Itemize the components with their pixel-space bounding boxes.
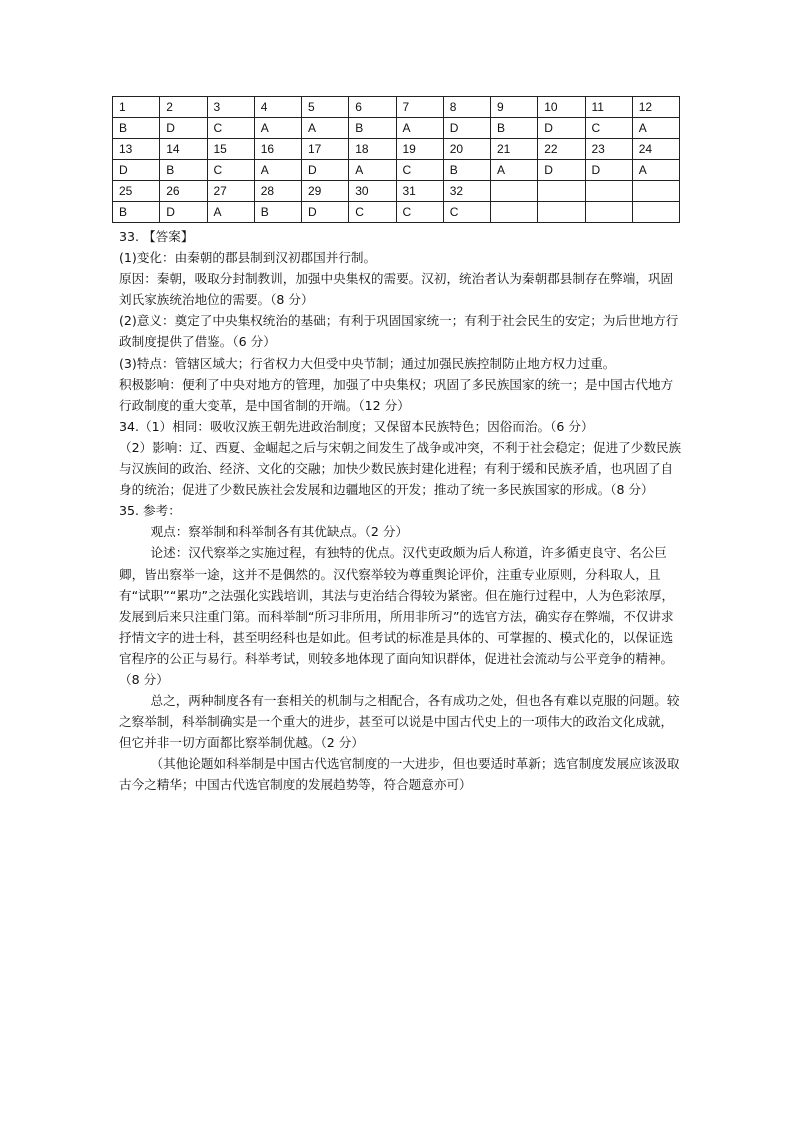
answer-cell <box>538 202 585 223</box>
question-number-cell: 29 <box>302 181 349 202</box>
answer-cell: D <box>160 118 207 139</box>
answer-row <box>113 202 680 223</box>
question-number-cell: 31 <box>396 181 443 202</box>
q35-viewpoint: 观点：察举制和科举制各有其优缺点。（2 分） <box>150 524 409 540</box>
question-number-cell: 18 <box>349 139 396 160</box>
answer-row <box>113 118 680 139</box>
answer-cell: D <box>585 160 632 181</box>
question-number-cell: 10 <box>538 97 585 118</box>
question-number-cell: 28 <box>254 181 301 202</box>
answer-cell: A <box>207 202 254 223</box>
answer-cell: A <box>632 118 679 139</box>
question-number-cell: 15 <box>207 139 254 160</box>
question-number-cell: 22 <box>538 139 585 160</box>
question-number-cell: 27 <box>207 181 254 202</box>
question-number-cell: 13 <box>113 139 160 160</box>
question-number-cell <box>491 181 538 202</box>
question-number-cell: 6 <box>349 97 396 118</box>
q34-part1: 34.（1）相同：吸收汉族王朝先进政治制度；又保留本民族特色；因俗而治。（6 分） <box>119 418 594 434</box>
answer-cell <box>632 202 679 223</box>
answer-cell: A <box>396 118 443 139</box>
answer-cell: A <box>254 160 301 181</box>
question-number-cell: 21 <box>491 139 538 160</box>
answer-cell: D <box>113 160 160 181</box>
question-number-cell: 24 <box>632 139 679 160</box>
question-number-cell: 16 <box>254 139 301 160</box>
question-number-cell <box>585 181 632 202</box>
question-number-cell: 3 <box>207 97 254 118</box>
answer-cell: C <box>207 118 254 139</box>
answer-cell <box>491 202 538 223</box>
answer-cell: C <box>396 202 443 223</box>
answer-cell: A <box>302 118 349 139</box>
answer-cell: B <box>113 118 160 139</box>
question-number-cell: 26 <box>160 181 207 202</box>
question-number-cell: 12 <box>632 97 679 118</box>
answer-cell: D <box>160 202 207 223</box>
question-number-cell: 9 <box>491 97 538 118</box>
question-number-cell: 1 <box>113 97 160 118</box>
answer-cell: A <box>632 160 679 181</box>
question-number-cell: 23 <box>585 139 632 160</box>
answer-cell: C <box>585 118 632 139</box>
answer-cell: C <box>443 202 490 223</box>
answer-cell: A <box>349 160 396 181</box>
q34-part2: （2）影响：辽、西夏、金崛起之后与宋朝之间发生了战争或冲突，不利于社会稳定；促进了少数民族与汉族间的政治、经济、文化的交融；加快少数民族封建化进程；有利于缓和民族矛盾，也巩固了自身的统治；促进了少数民族社会发展和边疆地区的开发；推动了统一多民族国家的形成。（8 分） <box>119 439 682 498</box>
answer-content <box>119 226 685 796</box>
answer-cell: C <box>349 202 396 223</box>
answer-cell: D <box>443 118 490 139</box>
answer-cell: D <box>302 160 349 181</box>
question-number-cell: 7 <box>396 97 443 118</box>
answer-cell: B <box>160 160 207 181</box>
answer-cell: B <box>349 118 396 139</box>
q33-part1-change: (1)变化：由秦朝的郡县制到汉初郡国并行制。 <box>119 250 377 266</box>
question-number-cell: 25 <box>113 181 160 202</box>
question-number-cell: 2 <box>160 97 207 118</box>
question-number-cell: 30 <box>349 181 396 202</box>
question-number-cell <box>632 181 679 202</box>
answer-cell: B <box>443 160 490 181</box>
answer-cell: B <box>491 118 538 139</box>
q33-heading: 33. 【答案】 <box>119 229 194 244</box>
question-number-cell: 17 <box>302 139 349 160</box>
answer-cell: C <box>207 160 254 181</box>
q35-conclusion: 总之，两种制度各有一套相关的机制与之相配合，各有成功之处，但也各有难以克服的问题。较之察举制，科举制确实是一个重大的进步，甚至可以说是中国古代史上的一项伟大的政治文化成就，但它并非一切方面都比察举制优越。（2 分） <box>119 693 680 751</box>
question-number-cell <box>538 181 585 202</box>
question-number-row <box>113 139 680 160</box>
q35-argument: 论述：汉代察举之实施过程，有独特的优点。汉代吏政颇为后人称道，许多循吏良守、名公巨卿，皆出察举一途，这并不是偶然的。汉代察举较为尊重舆论评价，注重专业原则，分科取人，且有“试职”“累功”之法强化实践培训，其法与吏治结合得较为紧密。但在施行过程中，人为色彩浓厚，发展到后来只注重门第。而科举制“所习非所用，所用非所习”的选官方法，确实存在弊端，不仅讲求抒情文字的进士科，甚至明经科也是如此。但考试的标准是具体的、可掌握的、模式化的，以保证选官程序的公正与易行。科举考试，则较多地体现了面向知识群体，促进社会流动与公平竞争的精神。（8 分） <box>119 545 675 687</box>
q33-part3-features: (3)特点：管辖区域大；行省权力大但受中央节制；通过加强民族控制防止地方权力过重。 <box>119 355 616 371</box>
answer-cell: A <box>491 160 538 181</box>
answer-cell: A <box>254 118 301 139</box>
answer-cell: B <box>113 202 160 223</box>
question-number-row <box>113 97 680 118</box>
question-number-cell: 19 <box>396 139 443 160</box>
question-number-cell: 20 <box>443 139 490 160</box>
answer-table <box>112 96 680 223</box>
q33-part3-impact: 积极影响：便利了中央对地方的管理，加强了中央集权；巩固了多民族国家的统一；是中国古代地方行政制度的重大变革，是中国省制的开端。（12 分） <box>119 376 674 413</box>
answer-cell: D <box>302 202 349 223</box>
question-number-cell: 5 <box>302 97 349 118</box>
q33-part2-meaning: (2)意义：奠定了中央集权统治的基础；有利于巩固国家统一；有利于社会民生的安定；为后世地方行政制度提供了借鉴。（6 分） <box>119 313 679 350</box>
answer-cell: B <box>254 202 301 223</box>
q35-heading: 35. 参考： <box>119 503 181 519</box>
answer-row <box>113 160 680 181</box>
question-number-cell: 11 <box>585 97 632 118</box>
q35-note: （其他论题如科举制是中国古代选官制度的一大进步，但也要适时革新；选官制度发展应该汲取古今之精华；中国古代选官制度的发展趋势等，符合题意亦可） <box>119 756 680 793</box>
question-number-cell: 4 <box>254 97 301 118</box>
q33-part1-reason: 原因：秦朝，吸取分封制教训，加强中央集权的需要。汉初，统治者认为秦朝郡县制存在弊端，巩固刘氏家族统治地位的需要。（8 分） <box>119 271 674 308</box>
answer-cell: D <box>538 160 585 181</box>
answer-cell: C <box>396 160 443 181</box>
answer-cell <box>585 202 632 223</box>
question-number-cell: 14 <box>160 139 207 160</box>
answer-cell: D <box>538 118 585 139</box>
question-number-cell: 8 <box>443 97 490 118</box>
question-number-cell: 32 <box>443 181 490 202</box>
question-number-row <box>113 181 680 202</box>
